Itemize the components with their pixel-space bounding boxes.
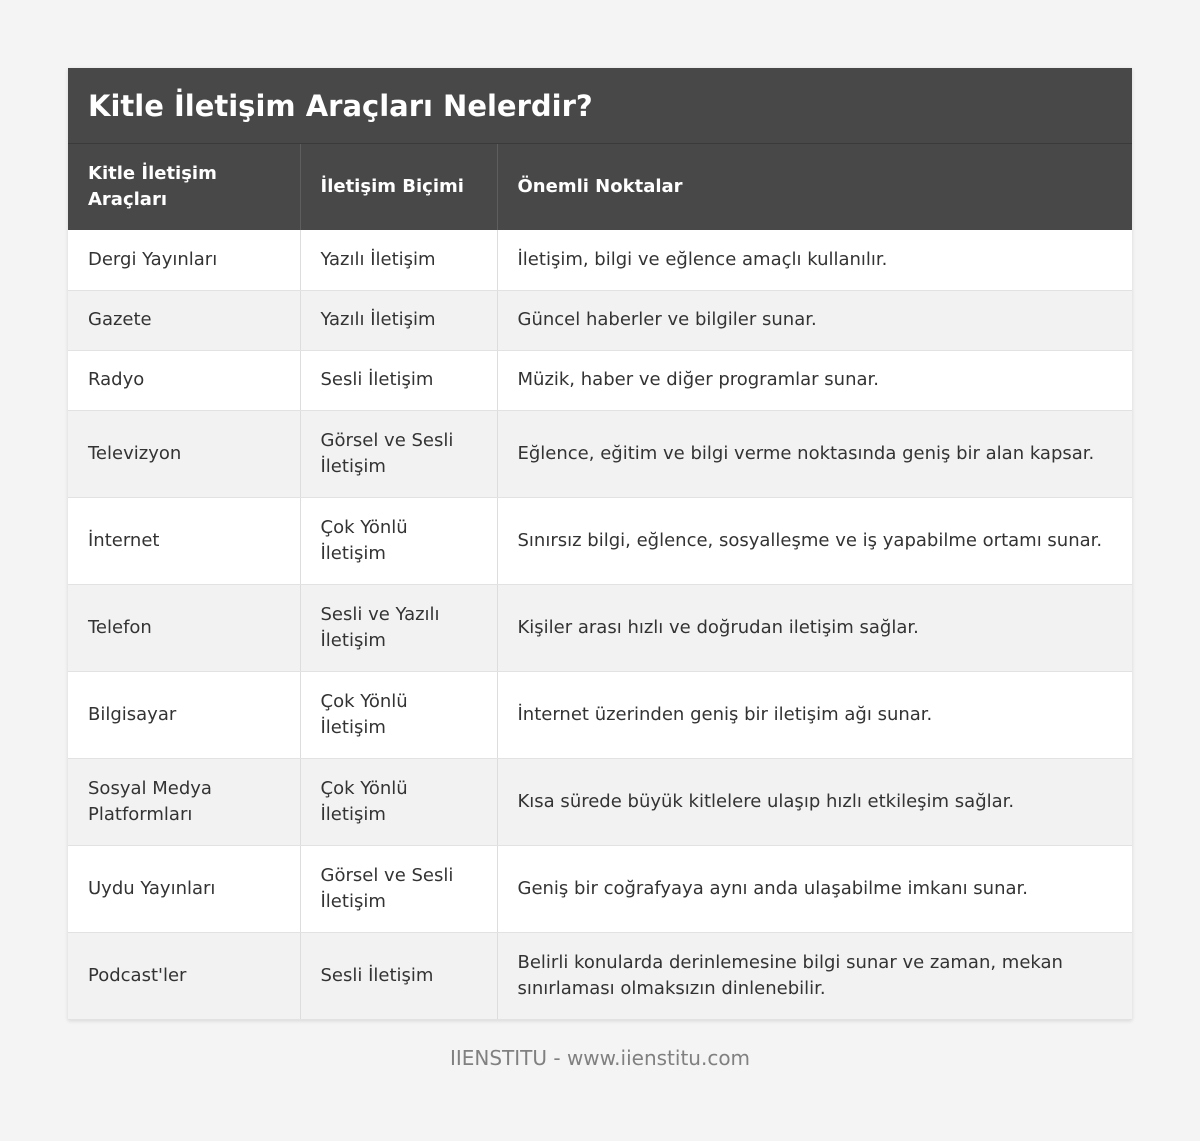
cell-type: Görsel ve Sesli İletişim [300,410,497,497]
cell-notes: Geniş bir coğrafyaya aynı anda ulaşabilme imkanı sunar. [497,845,1132,932]
cell-media: Bilgisayar [68,671,300,758]
cell-media: Radyo [68,350,300,410]
cell-type: Sesli İletişim [300,932,497,1019]
cell-type: Çok Yönlü İletişim [300,758,497,845]
cell-notes: Sınırsız bilgi, eğlence, sosyalleşme ve iş yapabilme ortamı sunar. [497,497,1132,584]
table-row [68,350,1132,410]
media-table [68,144,1132,1020]
cell-type: Sesli ve Yazılı İletişim [300,584,497,671]
cell-notes: Güncel haberler ve bilgiler sunar. [497,290,1132,350]
media-table-card [68,68,1132,1020]
cell-type: Çok Yönlü İletişim [300,671,497,758]
table-row [68,290,1132,350]
table-row [68,584,1132,671]
table-row [68,497,1132,584]
cell-media: Uydu Yayınları [68,845,300,932]
cell-notes: Kişiler arası hızlı ve doğrudan iletişim sağlar. [497,584,1132,671]
cell-type: Yazılı İletişim [300,230,497,290]
cell-media: Podcast'ler [68,932,300,1019]
table-row [68,410,1132,497]
cell-type: Sesli İletişim [300,350,497,410]
cell-media: Televizyon [68,410,300,497]
cell-media: Sosyal Medya Platformları [68,758,300,845]
cell-notes: Belirli konularda derinlemesine bilgi sunar ve zaman, mekan sınırlaması olmaksızın dinlenebilir. [497,932,1132,1019]
footer-credit: IIENSTITU - www.iienstitu.com [449,1046,751,1070]
cell-media: İnternet [68,497,300,584]
header-key-points: Önemli Noktalar [517,176,683,197]
cell-notes: Kısa sürede büyük kitlelere ulaşıp hızlı etkileşim sağlar. [497,758,1132,845]
cell-notes: İnternet üzerinden geniş bir iletişim ağı sunar. [497,671,1132,758]
header-communication-type: İletişim Biçimi [300,144,497,230]
table-row [68,671,1132,758]
table-row [68,230,1132,290]
table-title: Kitle İletişim Araçları Nelerdir? [68,68,1132,144]
cell-notes: Eğlence, eğitim ve bilgi verme noktasında geniş bir alan kapsar. [497,410,1132,497]
cell-type: Görsel ve Sesli İletişim [300,845,497,932]
header-media-tools: Kitle İletişim Araçları [68,144,300,230]
cell-type: Yazılı İletişim [300,290,497,350]
cell-type: Çok Yönlü İletişim [300,497,497,584]
cell-media: Telefon [68,584,300,671]
table-row [68,758,1132,845]
table-header-row [68,144,1132,230]
cell-media: Gazete [68,290,300,350]
cell-notes: Müzik, haber ve diğer programlar sunar. [497,350,1132,410]
cell-media: Dergi Yayınları [68,230,300,290]
cell-notes: İletişim, bilgi ve eğlence amaçlı kullanılır. [497,230,1132,290]
table-row [68,845,1132,932]
table-row [68,932,1132,1019]
